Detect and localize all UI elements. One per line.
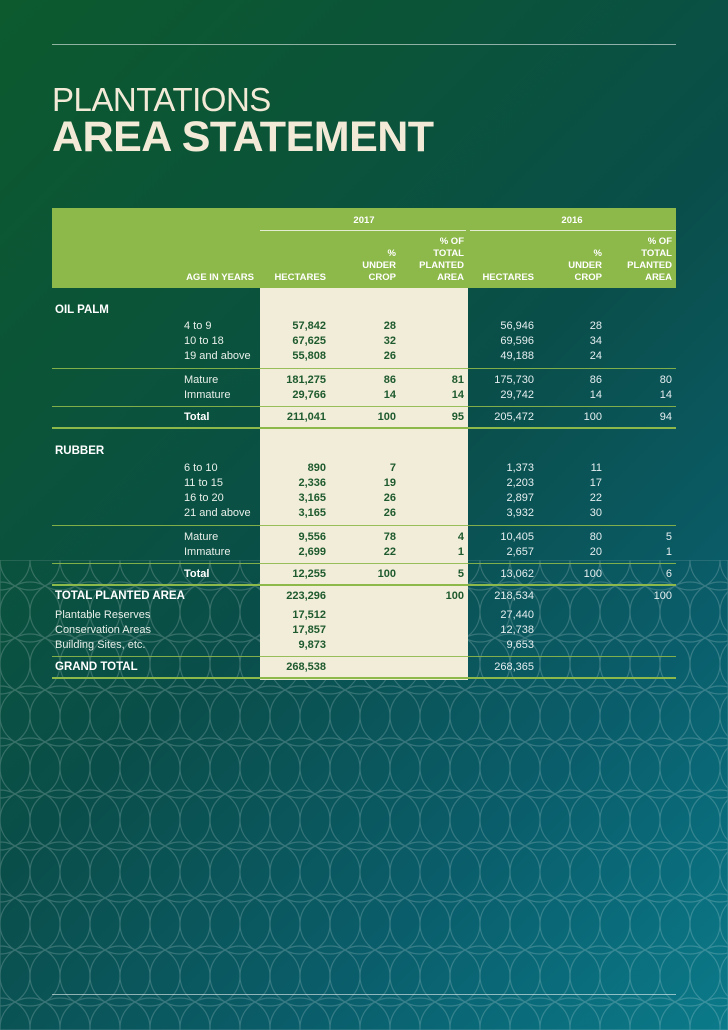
col-undercrop-2017-h3: CROP (368, 272, 396, 283)
rubber-total-label: Total (184, 568, 210, 580)
rubber-total-planted-2016: 6 (665, 568, 672, 580)
rubber-age-hectares-2017: 890 (307, 462, 326, 474)
col-hectares-2017-header: HECTARES (274, 272, 326, 283)
row-divider (52, 368, 676, 369)
grand-total-label: GRAND TOTAL (55, 661, 138, 673)
oil-palm-total-undercrop-2017: 100 (377, 411, 396, 423)
oil-palm-total-hectares-2016: 205,472 (494, 411, 534, 423)
row-divider (52, 525, 676, 526)
total-planted-area-label: TOTAL PLANTED AREA (55, 590, 185, 602)
rubber-age-label: 11 to 15 (184, 477, 223, 489)
rubber-status-hectares-2017: 2,699 (298, 546, 326, 558)
oil-palm-age-undercrop-2017: 28 (383, 320, 396, 332)
rubber-status-hectares-2017: 9,556 (298, 531, 326, 543)
year-2016-rule (470, 230, 676, 231)
oil-palm-age-undercrop-2016: 34 (589, 335, 602, 347)
row-divider (52, 406, 676, 407)
oil-palm-status-planted-2016: 80 (659, 374, 672, 386)
rubber-age-undercrop-2017: 26 (383, 507, 396, 519)
oil-palm-status-planted-2016: 14 (659, 389, 672, 401)
total-planted-hectares-2017: 223,296 (286, 590, 326, 602)
table-bottom-rule (52, 677, 676, 679)
rubber-total-hectares-2016: 13,062 (500, 568, 534, 580)
oil-palm-status-undercrop-2016: 86 (589, 374, 602, 386)
section-divider (52, 427, 676, 429)
rubber-total-undercrop-2017: 100 (377, 568, 396, 580)
col-hectares-2016-header: HECTARES (482, 272, 534, 283)
oil-palm-age-undercrop-2017: 26 (383, 350, 396, 362)
oil-palm-total-planted-2016: 94 (659, 411, 672, 423)
other-area-hectares-2017: 17,857 (292, 624, 326, 636)
rubber-age-undercrop-2017: 19 (383, 477, 396, 489)
col-planted-2016-h2: TOTAL (641, 248, 672, 259)
section-title-oil-palm: OIL PALM (55, 304, 109, 316)
col-planted-2016-h3: PLANTED (627, 260, 672, 271)
total-planted-planted-2016: 100 (653, 590, 672, 602)
oil-palm-age-hectares-2017: 67,625 (292, 335, 326, 347)
rubber-status-undercrop-2017: 78 (383, 531, 396, 543)
rubber-status-planted-2017: 4 (457, 531, 464, 543)
rubber-age-hectares-2016: 2,897 (506, 492, 534, 504)
rubber-age-hectares-2016: 2,203 (506, 477, 534, 489)
col-planted-2016-h4: AREA (645, 272, 672, 283)
bottom-rule (52, 994, 676, 995)
oil-palm-total-label: Total (184, 411, 210, 423)
rubber-age-undercrop-2017: 26 (383, 492, 396, 504)
oil-palm-age-hectares-2016: 49,188 (500, 350, 534, 362)
col-undercrop-2016-h1: % (593, 248, 602, 259)
rubber-status-label: Immature (184, 546, 231, 558)
rubber-status-undercrop-2016: 80 (589, 531, 602, 543)
grand-total-hectares-2016: 268,365 (494, 661, 534, 673)
rubber-age-undercrop-2016: 22 (589, 492, 602, 504)
row-divider (52, 563, 676, 564)
area-statement-table (52, 208, 676, 680)
oil-palm-age-undercrop-2017: 32 (383, 335, 396, 347)
year-2016-heading: 2016 (561, 215, 583, 226)
oil-palm-status-hectares-2016: 175,730 (494, 374, 534, 386)
other-area-hectares-2016: 12,738 (500, 624, 534, 636)
rubber-age-hectares-2017: 3,165 (298, 507, 326, 519)
rubber-age-hectares-2016: 1,373 (506, 462, 534, 474)
title-line-1: PLANTATIONS (52, 81, 271, 118)
rubber-age-undercrop-2017: 7 (389, 462, 396, 474)
oil-palm-status-planted-2017: 81 (451, 374, 464, 386)
col-planted-2017-h4: AREA (437, 272, 464, 283)
col-undercrop-2016-h3: CROP (574, 272, 602, 283)
total-planted-planted-2017: 100 (445, 590, 464, 602)
oil-palm-total-hectares-2017: 211,041 (286, 411, 326, 423)
other-area-label: Building Sites, etc. (55, 639, 146, 651)
rubber-total-planted-2017: 5 (457, 568, 464, 580)
year-2017-rule (260, 230, 466, 231)
oil-palm-age-label: 4 to 9 (184, 320, 212, 332)
col-undercrop-2017-h1: % (387, 248, 396, 259)
col-undercrop-2017-h2: UNDER (362, 260, 396, 271)
oil-palm-total-undercrop-2016: 100 (583, 411, 602, 423)
oil-palm-status-label: Mature (184, 374, 219, 386)
oil-palm-age-label: 10 to 18 (184, 335, 224, 347)
oil-palm-age-label: 19 and above (184, 350, 251, 362)
oil-palm-age-hectares-2016: 69,596 (500, 335, 534, 347)
grand-total-hectares-2017: 268,538 (286, 661, 326, 673)
rubber-age-undercrop-2016: 11 (590, 462, 602, 474)
section-divider (52, 584, 676, 586)
col-planted-2017-h3: PLANTED (419, 260, 464, 271)
other-area-hectares-2017: 17,512 (292, 609, 326, 621)
other-area-label: Plantable Reserves (55, 609, 151, 621)
oil-palm-status-undercrop-2016: 14 (589, 389, 602, 401)
rubber-status-planted-2017: 1 (457, 546, 464, 558)
rubber-status-hectares-2016: 2,657 (506, 546, 534, 558)
rubber-age-label: 16 to 20 (184, 492, 224, 504)
oil-palm-age-undercrop-2016: 28 (589, 320, 602, 332)
oil-palm-status-hectares-2017: 29,766 (292, 389, 326, 401)
rubber-age-hectares-2016: 3,932 (506, 507, 534, 519)
rubber-status-hectares-2016: 10,405 (500, 531, 534, 543)
oil-palm-status-hectares-2016: 29,742 (500, 389, 534, 401)
section-title-rubber: RUBBER (55, 445, 105, 457)
oil-palm-status-hectares-2017: 181,275 (286, 374, 326, 386)
oil-palm-age-hectares-2017: 55,808 (292, 350, 326, 362)
oil-palm-age-undercrop-2016: 24 (589, 350, 602, 362)
oil-palm-status-undercrop-2017: 86 (383, 374, 396, 386)
other-area-hectares-2016: 27,440 (500, 609, 534, 621)
oil-palm-total-planted-2017: 95 (451, 411, 464, 423)
col-undercrop-2016-h2: UNDER (568, 260, 602, 271)
rubber-total-hectares-2017: 12,255 (292, 568, 326, 580)
total-planted-hectares-2016: 218,534 (494, 590, 534, 602)
rubber-total-undercrop-2016: 100 (583, 568, 602, 580)
other-area-hectares-2017: 9,873 (298, 639, 326, 651)
col-planted-2017-h2: TOTAL (433, 248, 464, 259)
row-divider (52, 656, 676, 657)
top-rule (52, 44, 676, 45)
rubber-status-undercrop-2017: 22 (383, 546, 396, 558)
year-2017-heading: 2017 (353, 215, 375, 226)
title-line-2: AREA STATEMENT (52, 113, 434, 161)
col-age-header: AGE IN YEARS (186, 272, 254, 283)
rubber-status-planted-2016: 5 (665, 531, 672, 543)
oil-palm-status-undercrop-2017: 14 (383, 389, 396, 401)
rubber-age-label: 21 and above (184, 507, 251, 519)
col-planted-2016-h1: % OF (647, 236, 672, 247)
rubber-age-hectares-2017: 3,165 (298, 492, 326, 504)
other-area-label: Conservation Areas (55, 624, 151, 636)
col-planted-2017-h1: % OF (439, 236, 464, 247)
rubber-age-hectares-2017: 2,336 (298, 477, 326, 489)
rubber-status-undercrop-2016: 20 (589, 546, 602, 558)
oil-palm-age-hectares-2017: 57,842 (292, 320, 326, 332)
oil-palm-age-hectares-2016: 56,946 (500, 320, 534, 332)
rubber-age-undercrop-2016: 30 (589, 507, 602, 519)
rubber-status-label: Mature (184, 531, 219, 543)
rubber-status-planted-2016: 1 (665, 546, 672, 558)
oil-palm-status-planted-2017: 14 (451, 389, 464, 401)
rubber-age-label: 6 to 10 (184, 462, 218, 474)
oil-palm-status-label: Immature (184, 389, 231, 401)
rubber-age-undercrop-2016: 17 (589, 477, 602, 489)
other-area-hectares-2016: 9,653 (506, 639, 534, 651)
